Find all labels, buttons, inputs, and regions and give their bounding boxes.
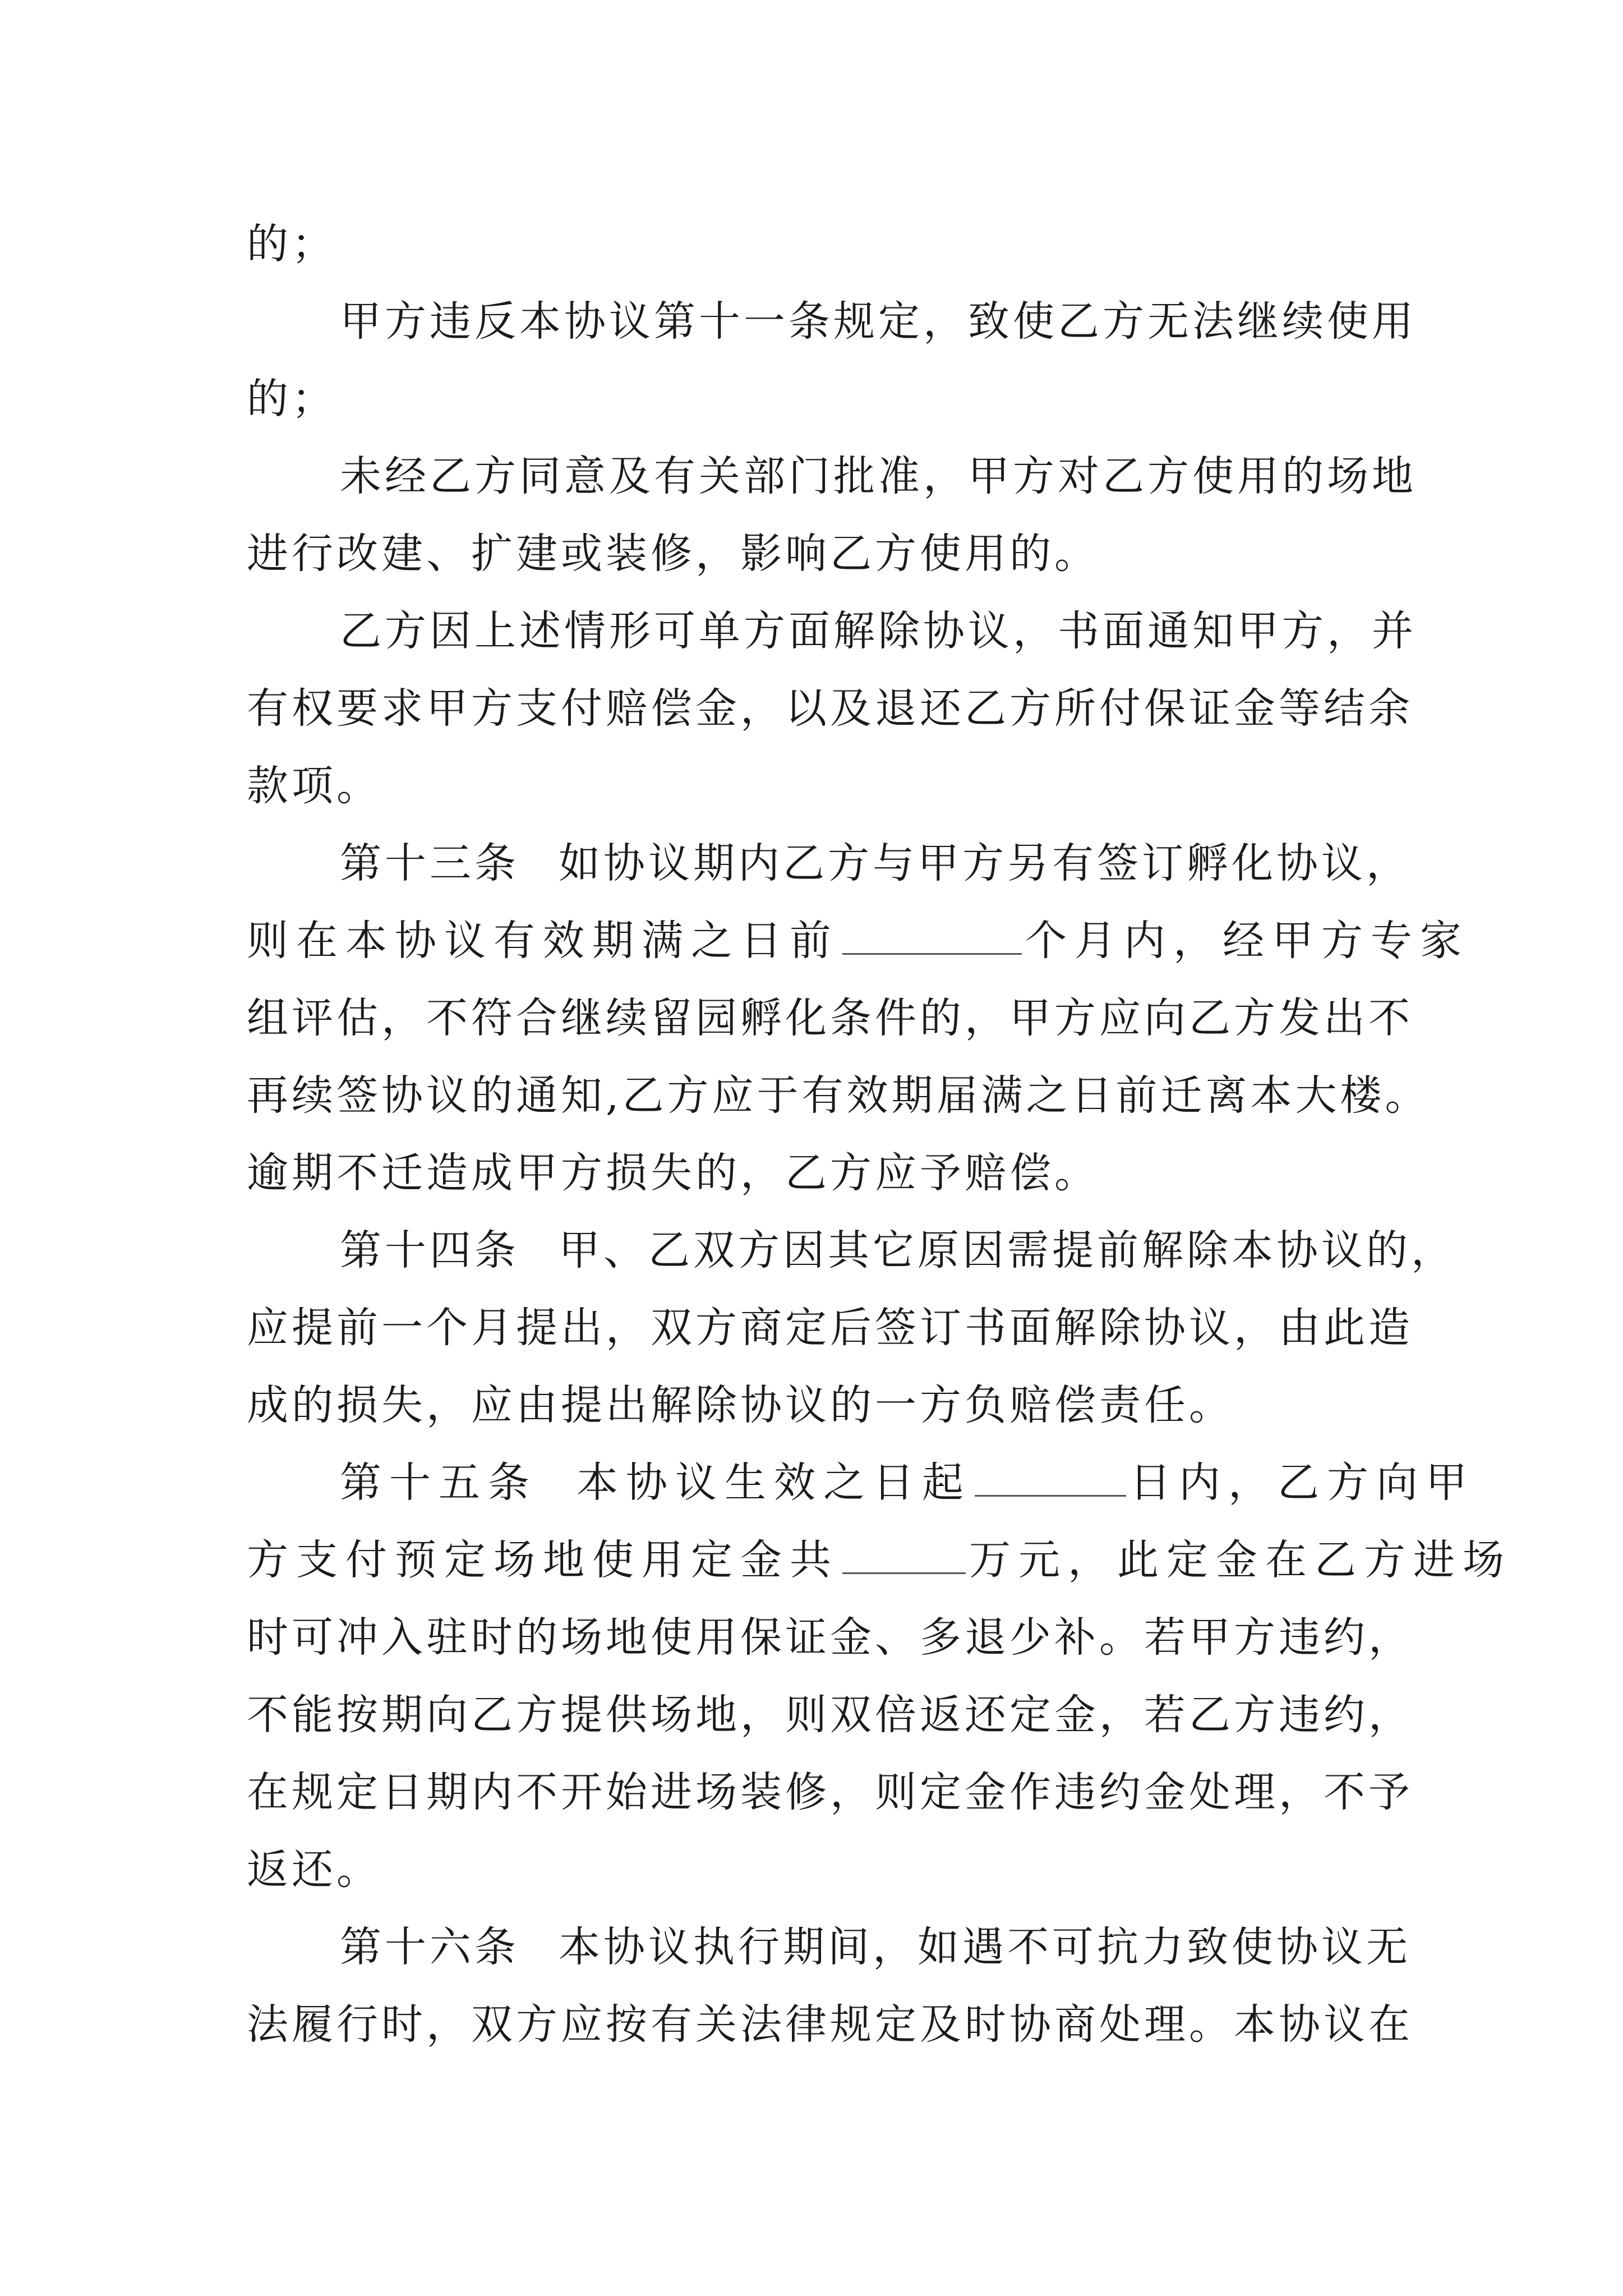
article-14-line [340,1211,1456,1290]
text-line: 的； [247,220,336,268]
text-line: 不能按期向乙方提供场地，则双倍返还定金，若乙方违约， [247,1691,1413,1739]
text-line: 应提前一个月提出，双方商定后签订书面解除协议，由此造 [247,1304,1413,1352]
paragraph-line [247,1753,1413,1832]
paragraph-line [247,1830,1391,1909]
text-line: 有权要求甲方支付赔偿金，以及退还乙方所付保证金等结余 [247,684,1413,733]
paragraph-line [247,669,1413,748]
text-line: 成的损失，应由提出解除协议的一方负赔偿责任。 [247,1381,1234,1429]
paragraph-line [247,747,1391,825]
fill-in-blank[interactable] [975,1456,1126,1497]
text-line: 款项。 [247,762,381,810]
article-15-line [340,1443,1475,1522]
text-line: 本协议执行期间，如遇不可抗力致使协议无 [559,1923,1411,1971]
text-segment: 日内，乙方向甲 [1129,1458,1475,1507]
paragraph-line [247,1056,1430,1135]
text-segment: 万元，此定金在乙方进场 [969,1536,1512,1584]
paragraph-line [247,1985,1413,2064]
text-line: 未经乙方同意及有关部门批准，甲方对乙方使用的场地 [340,452,1417,500]
article-number: 第十四条 [340,1226,519,1274]
paragraph-line [247,205,1391,283]
text-line: 的； [247,375,336,423]
text-line: 法履行时，双方应按有关法律规定及时协商处理。本协议在 [247,2000,1413,2049]
fill-in-blank[interactable] [842,914,1022,955]
paragraph-line [247,1521,1512,1599]
text-segment: 本协议生效之日起 [577,1458,971,1507]
paragraph-line [247,1134,1391,1212]
text-line: 进行改建、扩建或装修，影响乙方使用的。 [247,530,1099,578]
paragraph-line [340,282,1417,361]
text-line: 如协议期内乙方与甲方另有签订孵化协议， [559,839,1411,887]
text-segment: 方支付预定场地使用定金共 [247,1536,839,1584]
text-line: 再续签协议的通知,乙方应于有效期届满之日前迁离本大楼。 [247,1071,1430,1120]
article-16-line [340,1908,1411,1986]
paragraph-line [247,514,1391,593]
text-line: 时可冲入驻时的场地使用保证金、多退少补。若甲方违约， [247,1613,1413,1662]
text-line: 返还。 [247,1846,381,1894]
fill-in-blank[interactable] [842,1533,966,1574]
text-line: 甲方违反本协议第十一条规定，致使乙方无法继续使用 [340,297,1417,346]
article-number: 第十五条 [340,1458,537,1507]
article-number: 第十三条 [340,839,519,887]
paragraph-line [247,1366,1391,1444]
text-segment: 个月内，经甲方专家 [1025,917,1469,965]
text-line: 甲、乙双方因其它原因需提前解除本协议的， [559,1226,1456,1274]
paragraph-line [247,901,1469,980]
text-line: 逾期不迁造成甲方损失的，乙方应予赔偿。 [247,1149,1099,1197]
text-line: 组评估，不符合继续留园孵化条件的，甲方应向乙方发出不 [247,994,1413,1042]
paragraph-line [247,979,1413,1057]
paragraph-line [247,1289,1413,1367]
text-line: 在规定日期内不开始进场装修，则定金作违约金处理，不予 [247,1768,1413,1816]
text-segment: 则在本协议有效期满之日前 [247,917,839,965]
paragraph-line [340,437,1417,516]
paragraph-line [247,1676,1413,1754]
article-number: 第十六条 [340,1923,519,1971]
paragraph-line [247,360,1391,438]
paragraph-line [247,1598,1413,1677]
text-line: 乙方因上述情形可单方面解除协议，书面通知甲方，并 [340,607,1417,655]
article-13-line [340,824,1411,903]
paragraph-line [340,592,1417,670]
